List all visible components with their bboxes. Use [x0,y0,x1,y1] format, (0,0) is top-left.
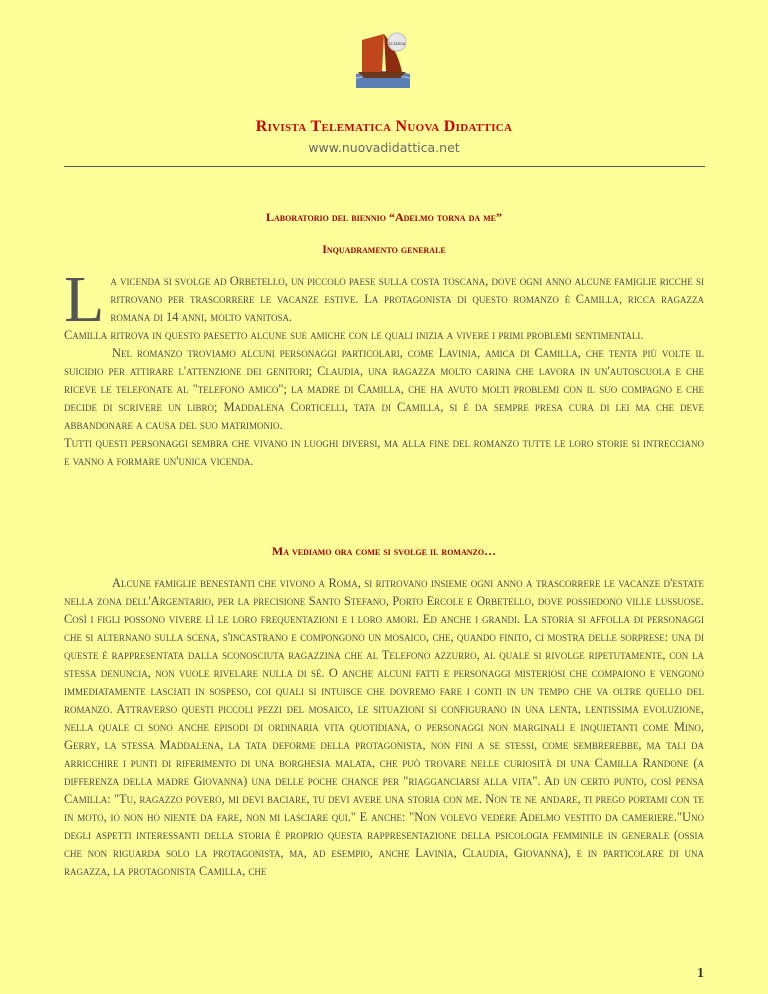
page-number: 1 [697,966,704,981]
publication-title: Rivista Telematica Nuova Didattica [255,118,513,135]
paragraph: Nel romanzo troviamo alcuni personaggi particolari, come Lavinia, amica di Camilla, che tenta più volte il suicidio per attirare l'attenzione dei genitori; Claudia, una ragazza molto carina che lavora in un'autoscuola e che riceve le telefonate al "telefono amico"; la madre di Camilla, che ha avuto molti problemi con il suo compagno e che decide di scrivere un libro; Maddalena Corticelli, tata di Camilla, si è da sempre presa cura di lei ma che deve abbandonare a causa del suo matrimonio. [64,346,704,432]
paragraph: Camilla ritrova in questo paesetto alcune sue amiche con le quali inizia a vivere i primi problemi sentimentali. [64,328,644,342]
header-divider [64,166,705,167]
paragraph: Tutti questi personaggi sembra che vivano in luoghi diversi, ma alla fine del romanzo tutte le loro storie si intrecciano e vanno a formare un'unica vicenda. [64,436,704,468]
section-heading-inquadramento: Inquadramento generale [322,242,446,256]
drop-cap: L [64,263,105,336]
website-url: www.nuovadidattica.net [308,140,460,155]
paragraph-text: a vicenda si svolge ad Orbetello, un piccolo paese sulla costa toscana, dove ogni anno alcune famiglie ricche si ritrovano per trascorrere le vacanze estive. La protagonista di questo romanzo è Camilla, ricca ragazza romana di 14 anni, molto vanitosa. [110,274,704,324]
section-heading-romanzo: Ma vediamo ora come si svolge il romanzo… [271,544,497,558]
paragraph: Alcune famiglie benestanti che vivono a Roma, si ritrovano insieme ogni anno a trascorrere le vacanze d'estate nella zona dell'Argentario, per la precisione Santo Stefano, Porto Ercole e Orbetello, dove possiedono ville lussuose. Così i figli possono vivere lì le loro frequentazioni e i loro amori. Ed anche i grandi. La storia si affolla di personaggi che si alternano sulla scena, s'incastrano e compongono un mosaico, che, quando finito, ci mostra delle sorprese: una di queste è rappresentata dalla sconosciuta ragazzina che al Telefono azzurro, al quale si rivolge ripetutamente, con la stessa denuncia, non vuole rivelare nulla di sé. O anche alcuni fatti e personaggi misteriosi che compaiono e vengono immediatamente lasciati in sospeso, coi quali si intuisce che dovremo fare i conti in un tempo che va oltre quello del romanzo. Attraverso questi piccoli pezzi del mosaico, le situazioni si configurano in una lenta, lentissima evoluzione, nella quale ci sono anche episodi di ordinaria vita quotidiana, o personaggi non marginali e inquietanti come Mino, Gerry, la stessa Maddalena, la tata deforme della protagonista, non fini a se stessi, come sembrerebbe, ma tali da arricchire i punti di riferimento di una borghesia malata, che può trovare nelle curiosità di una Camilla Randone (a differenza della madre Giovanna) una delle poche chance per "riagganciarsi alla vita". Ad un certo punto, così pensa Camilla: "Tu, ragazzo povero, mi devi baciare, tu devi avere una storia con me. Non te ne andare, ti prego portami con te in moto, io non ho niente da fare, non mi lasciare qui." E anche: "Non volevo vedere Adelmo vestito da cameriere."Uno degli aspetti interessanti della storia è proprio questa rappresentazione della psicologia femminile in generale (ossia che non riguarda solo la protagonista, ma, ad esempio, anche Lavinia, Claudia, Giovanna), e in particolare di una ragazza, la protagonista Camilla, che [64,576,704,878]
section-body-inquadramento [64,263,704,470]
section-body-romanzo [64,574,704,880]
logo-text: la latina [389,42,405,47]
sailboat-logo-icon [350,28,416,94]
document-title: Laboratorio del biennio “Adelmo torna da me” [265,210,503,224]
